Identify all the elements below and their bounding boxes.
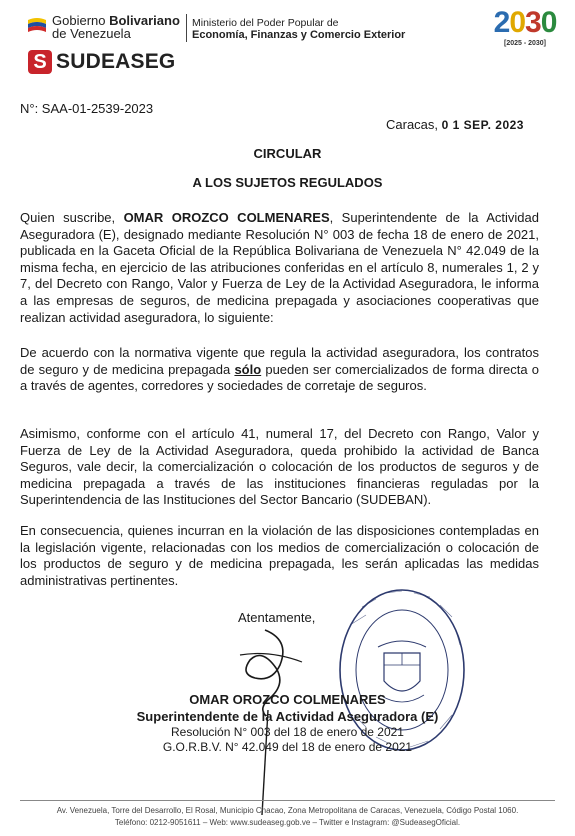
document-date: 0 1 SEP. 2023 <box>441 118 524 132</box>
signatory-title: Superintendente de la Actividad Aseguradora (E) <box>136 709 439 724</box>
signatory-resolution: Resolución N° 003 del 18 de enero de 2021 <box>171 725 404 739</box>
header-divider <box>186 14 187 42</box>
government-logo <box>26 14 180 40</box>
place-date: Caracas, 0 1 SEP. 2023 <box>386 117 524 132</box>
document-title: CIRCULAR <box>253 146 322 161</box>
footer-contact: Teléfono: 0212-9051611 – Web: www.sudeaseg.gob.ve – Twitter e Instagram: @SudeasegOficial. <box>114 818 461 827</box>
ministry-name: Ministerio del Poder Popular de Economía, Finanzas y Comercio Exterior <box>192 17 406 41</box>
logo-2030-years: [2025 - 2030] <box>503 40 547 47</box>
logo-2030: 2030 [2025 - 2030] <box>493 6 557 47</box>
document-subtitle: A LOS SUJETOS REGULADOS <box>192 175 383 190</box>
document-number: N°: SAA-01-2539-2023 <box>20 101 154 116</box>
paragraph-2: De acuerdo con la normativa vigente que regula la actividad aseguradora, los contratos de seguro y de medicina prepagada sólo pueden ser comercializados de forma directa o a través de agentes, corredores y sociedades de corretaje de seguros. <box>20 345 539 394</box>
signatory-gazette: G.O.R.B.V. N° 42.049 del 18 de enero de 2021 <box>162 740 413 754</box>
footer-address: Av. Venezuela, Torre del Desarrollo, El Rosal, Municipio Chacao, Zona Metropolitana de Caracas, Venezuela, Código Postal 1060. <box>56 806 519 815</box>
government-name: Gobierno Bolivariano de Venezuela <box>52 13 180 41</box>
paragraph-1: Quien suscribe, OMAR OROZCO COLMENARES, Superintendente de la Actividad Aseguradora (E), designado mediante Resolución N° 003 de fecha 18 de enero de 2021, publicada en la Gaceta Oficial de la República Bolivariana de Venezuela N° 42.049 de la misma fecha, en ejercicio de las atribuciones conferidas en el artículo 8, numerales 1, 2 y 7, del Decreto con Rango, Valor y Fuerza de Ley de la Actividad Aseguradora, le informa a las empresas de seguros, de medicina prepagada y asociaciones cooperativas que realizan actividad aseguradora, lo siguiente: <box>20 210 539 325</box>
sudeaseg-s-icon: S <box>28 50 52 74</box>
signatory-name: OMAR OROZCO COLMENARES <box>189 692 386 707</box>
venezuela-flag-icon <box>26 16 48 38</box>
footer-divider <box>20 800 555 801</box>
paragraph-3: Asimismo, conforme con el artículo 41, numeral 17, del Decreto con Rango, Valor y Fuerza de Ley de la Actividad Aseguradora, queda prohibido la actividad de Banca Seguros, vale decir, la comercialización o colocación de los productos de seguros y de medicina prepagada a través de las instituciones financieras reguladas por la Superintendencia de las Instituciones del Sector Bancario (SUDEBAN). <box>20 426 539 508</box>
closing: Atentamente, <box>238 610 316 625</box>
sudeaseg-wordmark: SUDEASEG <box>56 50 176 73</box>
paragraph-4: En consecuencia, quienes incurran en la violación de las disposiciones contempladas en la legislación vigente, relacionadas con los medios de comercialización o colocación de los productos de seguro y de medicina prepagada, les serán aplicadas las medidas administrativas pertinentes. <box>20 523 539 588</box>
sudeaseg-logo <box>28 50 175 74</box>
